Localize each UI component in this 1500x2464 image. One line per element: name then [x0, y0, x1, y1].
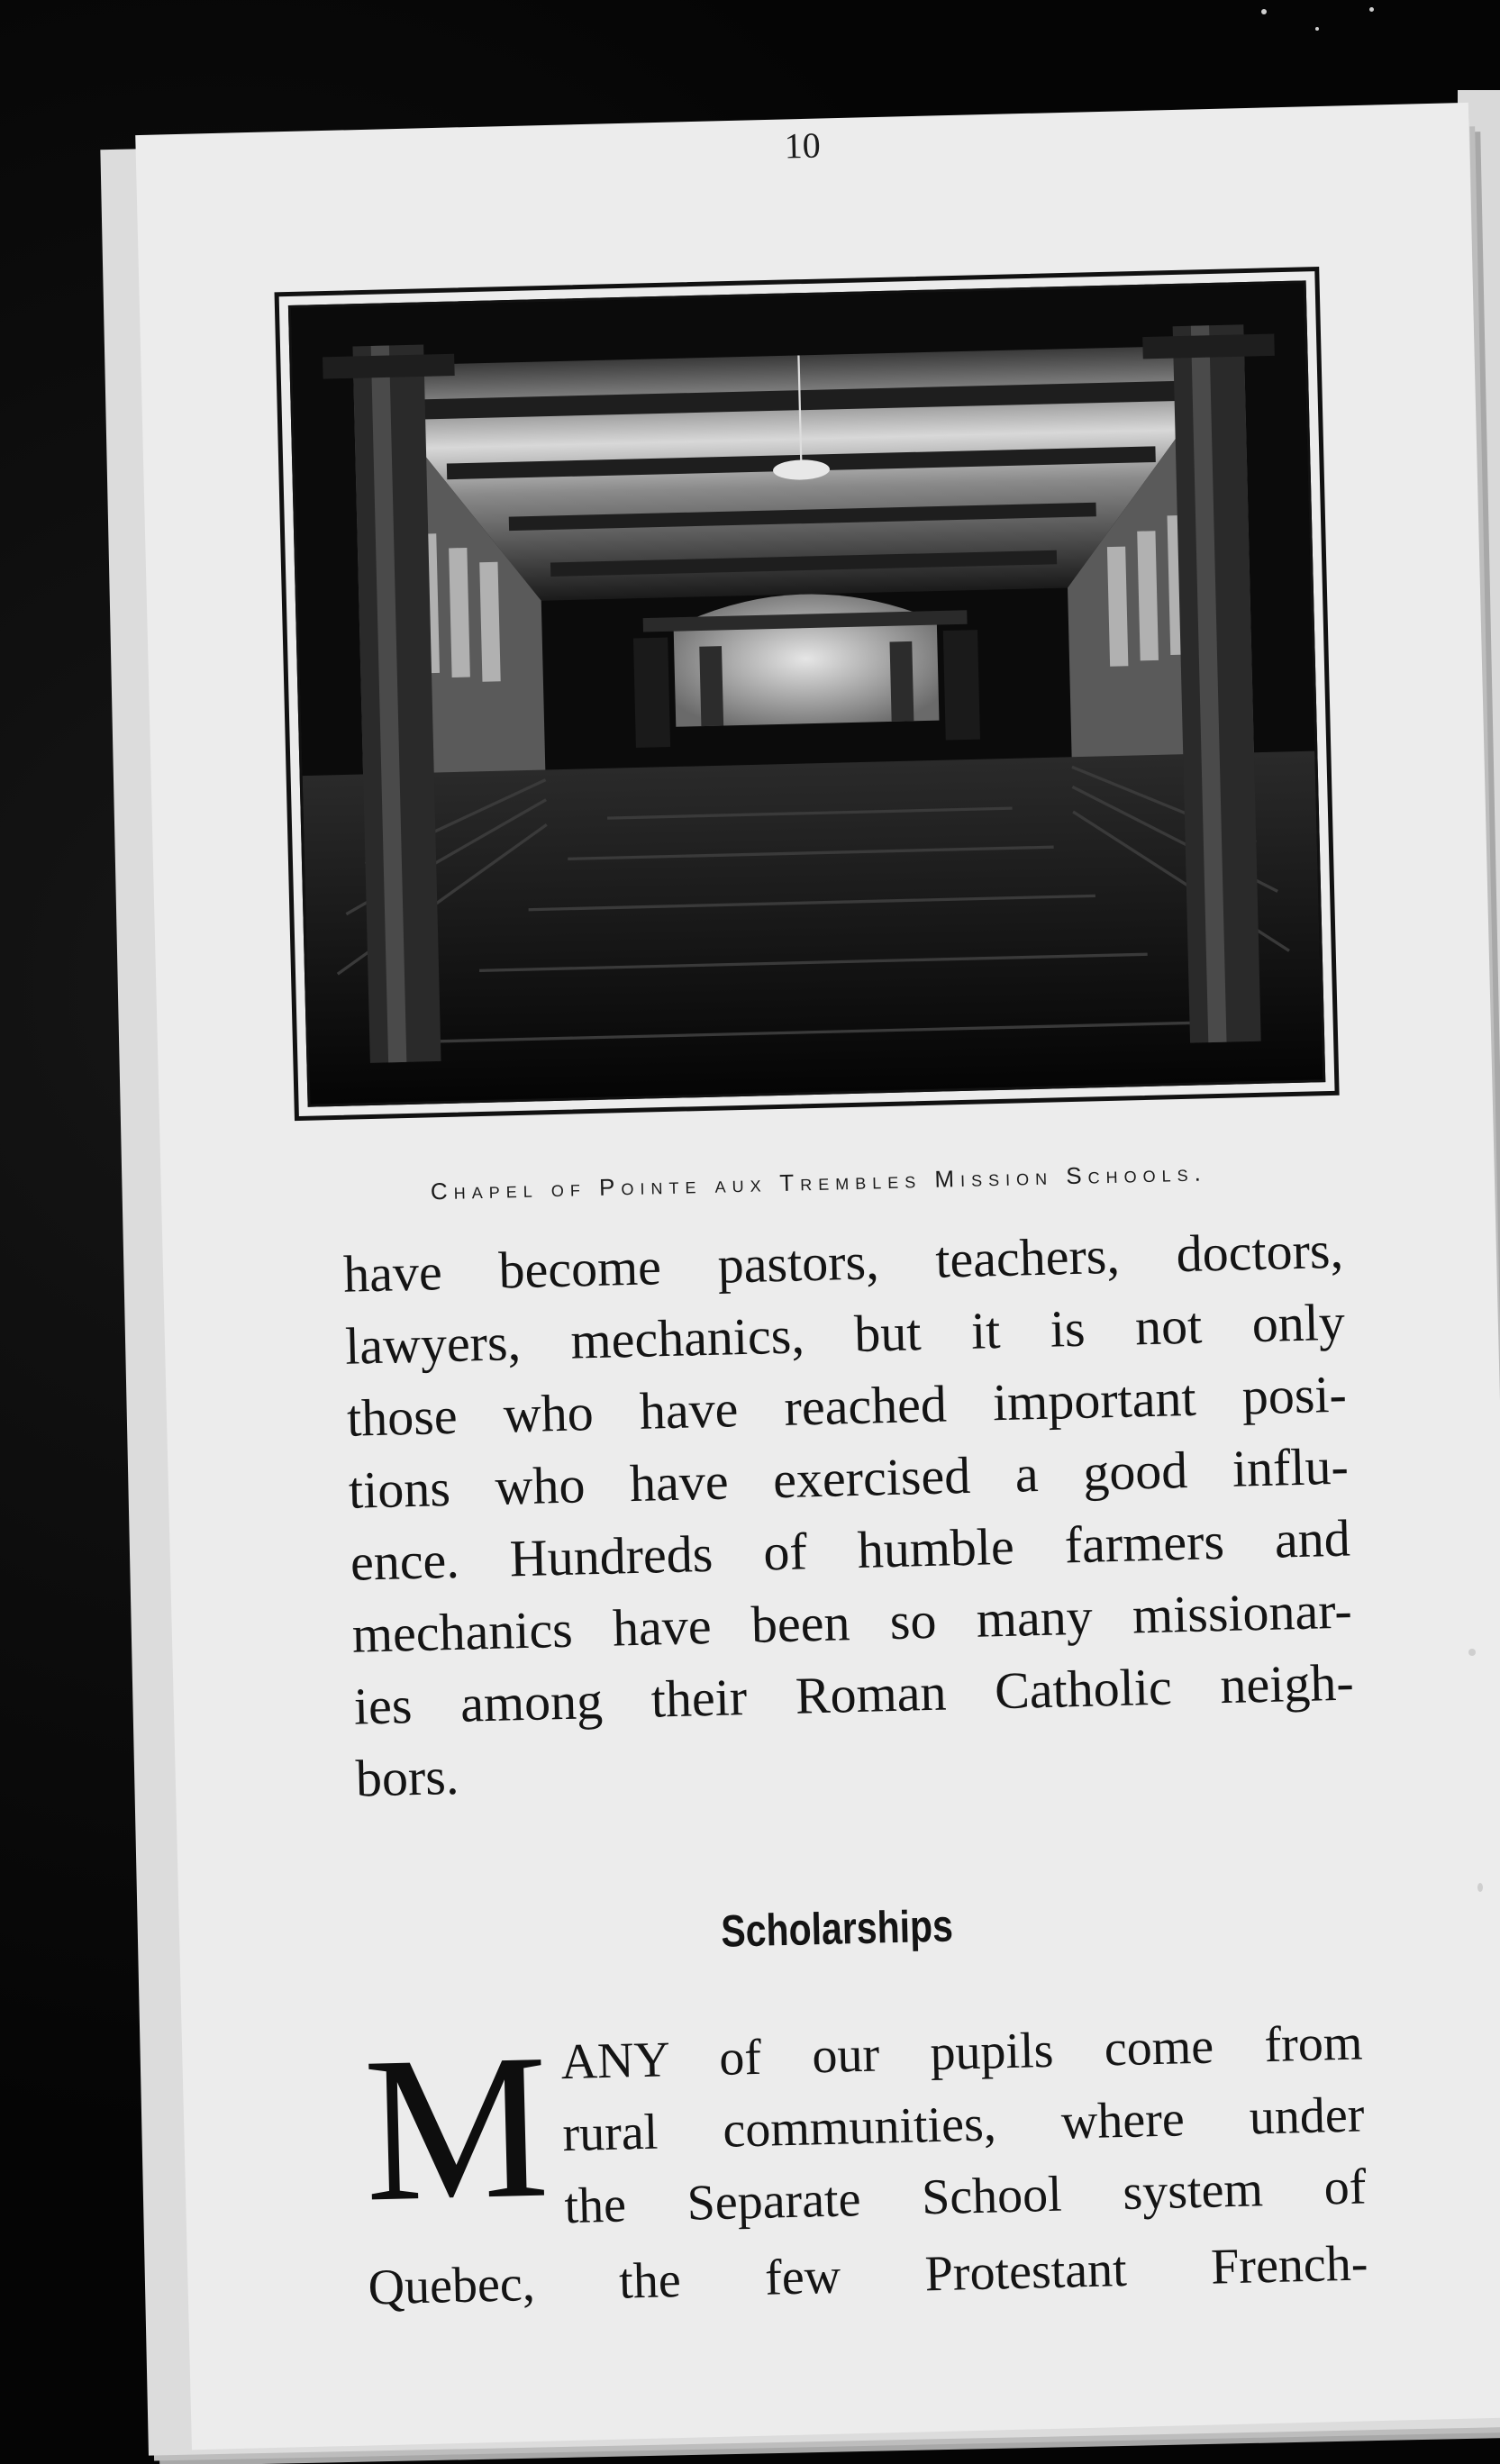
paragraph-2-line: ANY of our pupils come from	[559, 2014, 1364, 2091]
chapel-photo	[288, 280, 1325, 1106]
paragraph-2	[361, 2006, 1369, 2316]
paragraph-1-line: lawyers, mechanics, but it is not only	[344, 1292, 1346, 1376]
paragraph-1-line: bors.	[355, 1746, 460, 1808]
photo-caption: Chapel of Pointe aux Trembles Mission Schools.	[430, 1159, 1208, 1205]
paragraph-1	[342, 1214, 1356, 1815]
paragraph-1-line: ies among their Roman Catholic neigh-	[353, 1652, 1355, 1736]
book-page	[135, 103, 1500, 2450]
paragraph-1-line: have become pastors, teachers, doctors,	[342, 1220, 1344, 1304]
paragraph-1-line: mechanics have been so many missionar-	[351, 1580, 1353, 1664]
paragraph-2-line: the Separate School system of	[563, 2159, 1368, 2235]
paragraph-1-line: those who have reached important posi-	[346, 1364, 1348, 1448]
paragraph-2-line: rural communities, where under	[561, 2087, 1366, 2163]
paragraph-1-line: ence. Hundreds of humble farmers and	[350, 1508, 1351, 1592]
chapel-photo-frame	[275, 267, 1340, 1121]
page-number: 10	[784, 124, 822, 167]
chapel-interior-image	[291, 283, 1323, 1104]
paragraph-2-line: Quebec, the few Protestant French-	[367, 2235, 1369, 2316]
section-heading: Scholarships	[720, 1900, 954, 1957]
drop-cap: M	[361, 2010, 551, 2245]
paragraph-1-line: tions who have exercised a good influ-	[348, 1436, 1350, 1520]
